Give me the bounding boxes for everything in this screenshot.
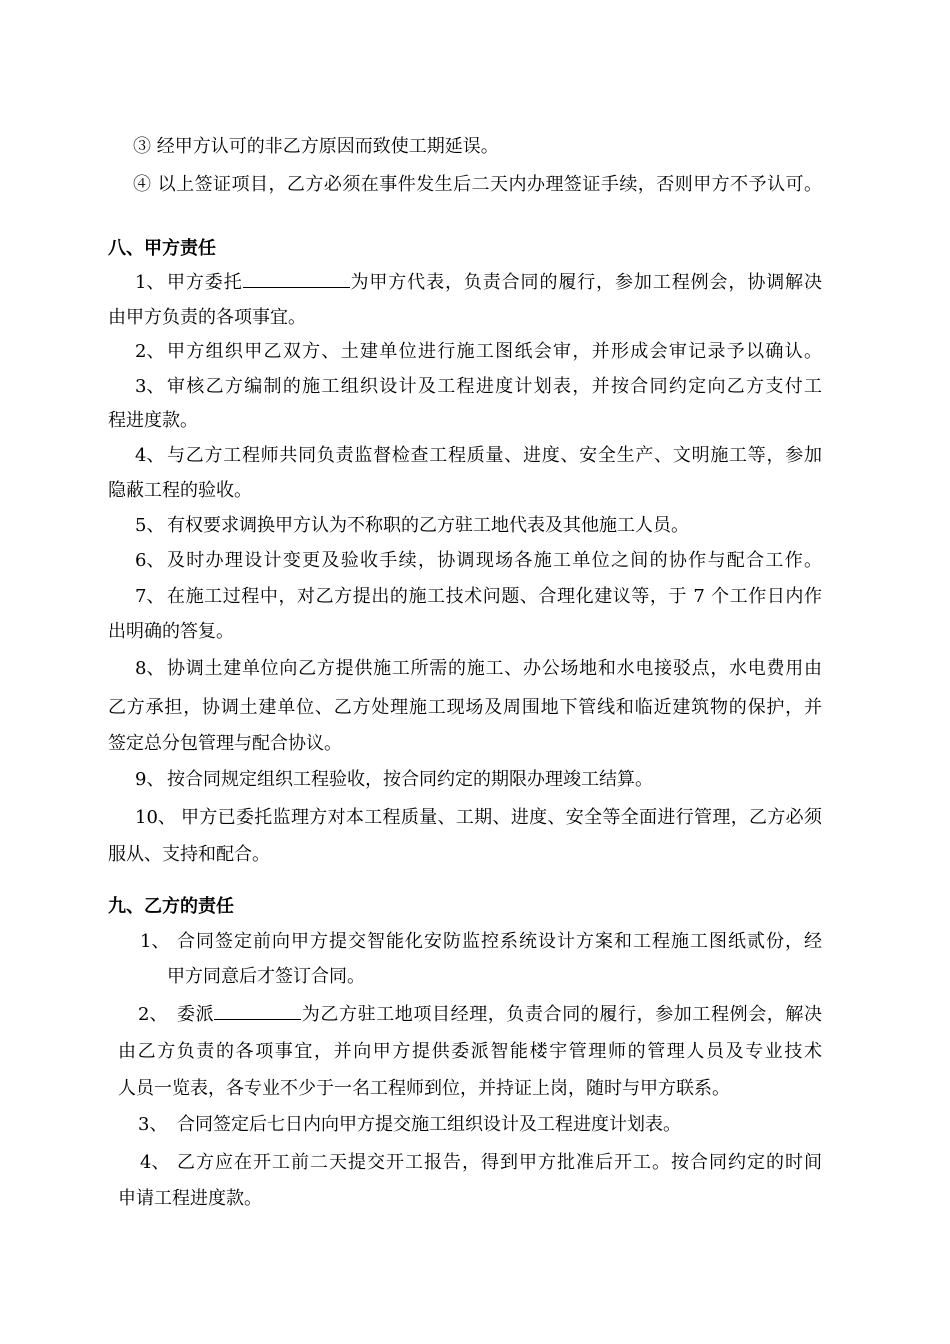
item-line: 甲方已委托监理方对本工程质量、工期、进度、安全等全面进行管理，乙方必须 [181, 807, 822, 828]
item-line: 申请工程进度款。 [118, 1188, 262, 1209]
item-text-before-blank: 委派 [177, 1004, 215, 1025]
item-number: 7、 [135, 586, 165, 607]
item-line: 服从、支持和配合。 [108, 844, 270, 865]
item-line [177, 1003, 822, 1027]
item-line: 签定总分包管理与配合协议。 [108, 733, 342, 754]
item-line: 出明确的答复。 [108, 621, 234, 642]
item-number: 2、 [135, 341, 165, 362]
item-number: 3、 [135, 376, 165, 397]
item-line: 按合同规定组织工程验收，按合同约定的期限办理竣工结算。 [167, 769, 653, 790]
item-line: 甲方组织甲乙双方、土建单位进行施工图纸会审，并形成会审记录予以确认。 [167, 341, 822, 362]
item-line: 审核乙方编制的施工组织设计及工程进度计划表，并按合同约定向乙方支付工 [167, 376, 822, 397]
item-number: 6、 [135, 550, 165, 571]
item-line: 与乙方工程师共同负责监督检查工程质量、进度、安全生产、文明施工等，参加 [167, 445, 822, 466]
clause-3-text: ③ 经甲方认可的非乙方原因而致使工期延误。 [133, 136, 499, 157]
item-line: 乙方应在开工前二天提交开工报告，得到甲方批准后开工。按合同约定的时间 [177, 1152, 822, 1173]
project-manager-name-blank [214, 1003, 301, 1020]
item-number: 8、 [135, 658, 165, 679]
item-line: 人员一览表，各专业不少于一名工程师到位，并持证上岗，随时与甲方联系。 [118, 1078, 730, 1099]
item-number: 9、 [135, 769, 165, 790]
item-line: 乙方承担，协调土建单位、乙方处理施工现场及周围地下管线和临近建筑物的保护，并 [108, 697, 822, 718]
clause-4-text: ④ 以上签证项目，乙方必须在事件发生后二天内办理签证手续，否则甲方不予认可。 [133, 174, 822, 195]
item-text-after-blank: 为乙方驻工地项目经理，负责合同的履行，参加工程例会，解决 [301, 1004, 822, 1025]
item-text-after-blank: 为甲方代表，负责合同的履行，参加工程例会，协调解决 [349, 272, 822, 293]
item-line: 隐蔽工程的验收。 [108, 480, 252, 501]
item-line: 协调土建单位向乙方提供施工所需的施工、办公场地和水电接驳点，水电费用由 [167, 658, 822, 679]
item-number: 2、 [138, 1004, 168, 1025]
section-8-heading: 八、甲方责任 [108, 238, 216, 259]
item-line [167, 271, 822, 295]
item-line: 程进度款。 [108, 410, 198, 431]
item-line: 在施工过程中，对乙方提出的施工技术问题、合理化建议等，于 7 个工作日内作 [167, 586, 822, 607]
item-line: 及时办理设计变更及验收手续，协调现场各施工单位之间的协作与配合工作。 [167, 550, 822, 571]
representative-name-blank [243, 271, 350, 288]
item-number: 5、 [135, 515, 165, 536]
item-number: 1、 [135, 272, 165, 293]
item-number: 3、 [138, 1114, 168, 1135]
item-line: 由乙方负责的各项事宜，并向甲方提供委派智能楼宇管理师的管理人员及专业技术 [118, 1041, 822, 1062]
item-text-before-blank: 甲方委托 [167, 272, 243, 293]
item-number: 10、 [135, 807, 176, 828]
item-line: 合同签定前向甲方提交智能化安防监控系统设计方案和工程施工图纸贰份，经 [177, 931, 822, 952]
item-line: 甲方同意后才签订合同。 [167, 966, 365, 987]
item-line: 有权要求调换甲方认为不称职的乙方驻工地代表及其他施工人员。 [167, 515, 689, 536]
item-line: 由甲方负责的各项事宜。 [108, 307, 306, 328]
item-number: 1、 [140, 931, 170, 952]
item-number: 4、 [135, 445, 165, 466]
section-9-heading: 九、乙方的责任 [108, 896, 234, 917]
item-number: 4、 [140, 1152, 170, 1173]
item-line: 合同签定后七日内向甲方提交施工组织设计及工程进度计划表。 [177, 1114, 681, 1135]
